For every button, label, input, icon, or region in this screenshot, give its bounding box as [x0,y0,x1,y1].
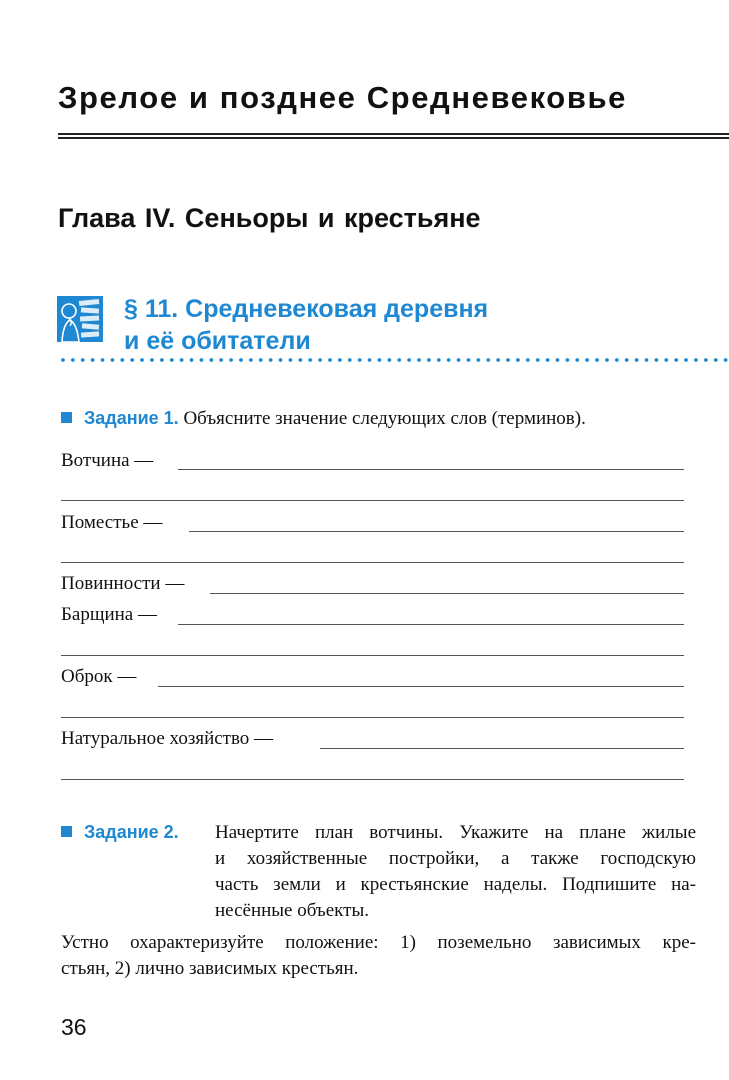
task2-line: несённые объекты. [215,900,369,921]
answer-line-povinnosti[interactable] [210,593,684,594]
task1-heading [61,408,586,430]
square-bullet-icon [61,826,72,837]
task1-label: Задание 1. [84,408,179,428]
rule-top [58,133,729,135]
section-title-line2: и её обитатели [124,327,311,355]
square-bullet-icon [61,412,72,423]
task1-instruction: Объясните значение следующих слов (терминов). [183,408,586,429]
term-povinnosti: Повинности — [61,573,185,594]
rule-bottom [58,137,729,139]
answer-line-votchina-2[interactable] [61,500,684,501]
answer-line-pomestye-2[interactable] [61,562,684,563]
part-title: Зрелое и позднее Средневековье [58,80,627,115]
section-title-line1: § 11. Средневековая деревня [124,295,489,323]
answer-line-pomestye-1[interactable] [189,531,684,532]
task2-line: часть земли и крестьянские наделы. Подпишите на- [215,874,696,895]
chapter-title: Глава IV. Сеньоры и крестьяне [58,203,481,233]
reading-student-icon [57,296,103,342]
answer-line-barshchina-2[interactable] [61,655,684,656]
double-rule-divider [58,133,729,139]
task2-label: Задание 2. [84,822,179,842]
term-naturalnoe-khozyaystvo: Натуральное хозяйство — [61,728,274,749]
task2-instruction [215,820,696,924]
dotted-divider [58,357,729,363]
term-votchina: Вотчина — [61,450,154,471]
answer-line-natural-1[interactable] [320,748,684,749]
term-obrok: Оброк — [61,666,137,687]
term-pomestye: Поместье — [61,512,163,533]
task2-line: и хозяйственные постройки, а также господскую [215,848,696,869]
answer-line-obrok-2[interactable] [61,717,684,718]
term-barshchina: Барщина — [61,604,157,625]
task2-oral-instruction [61,930,696,982]
oral-line: Устно охарактеризуйте положение: 1) поземельно зависимых кре- [61,932,696,953]
page-number: 36 [61,1014,87,1040]
answer-line-obrok-1[interactable] [158,686,684,687]
answer-line-votchina-1[interactable] [178,469,684,470]
answer-line-barshchina-1[interactable] [178,624,684,625]
section-title [124,293,488,357]
oral-line: стьян, 2) лично зависимых крестьян. [61,958,359,979]
task2-heading [61,822,179,844]
answer-line-natural-2[interactable] [61,779,684,780]
task2-line: Начертите план вотчины. Укажите на плане жилые [215,822,696,843]
